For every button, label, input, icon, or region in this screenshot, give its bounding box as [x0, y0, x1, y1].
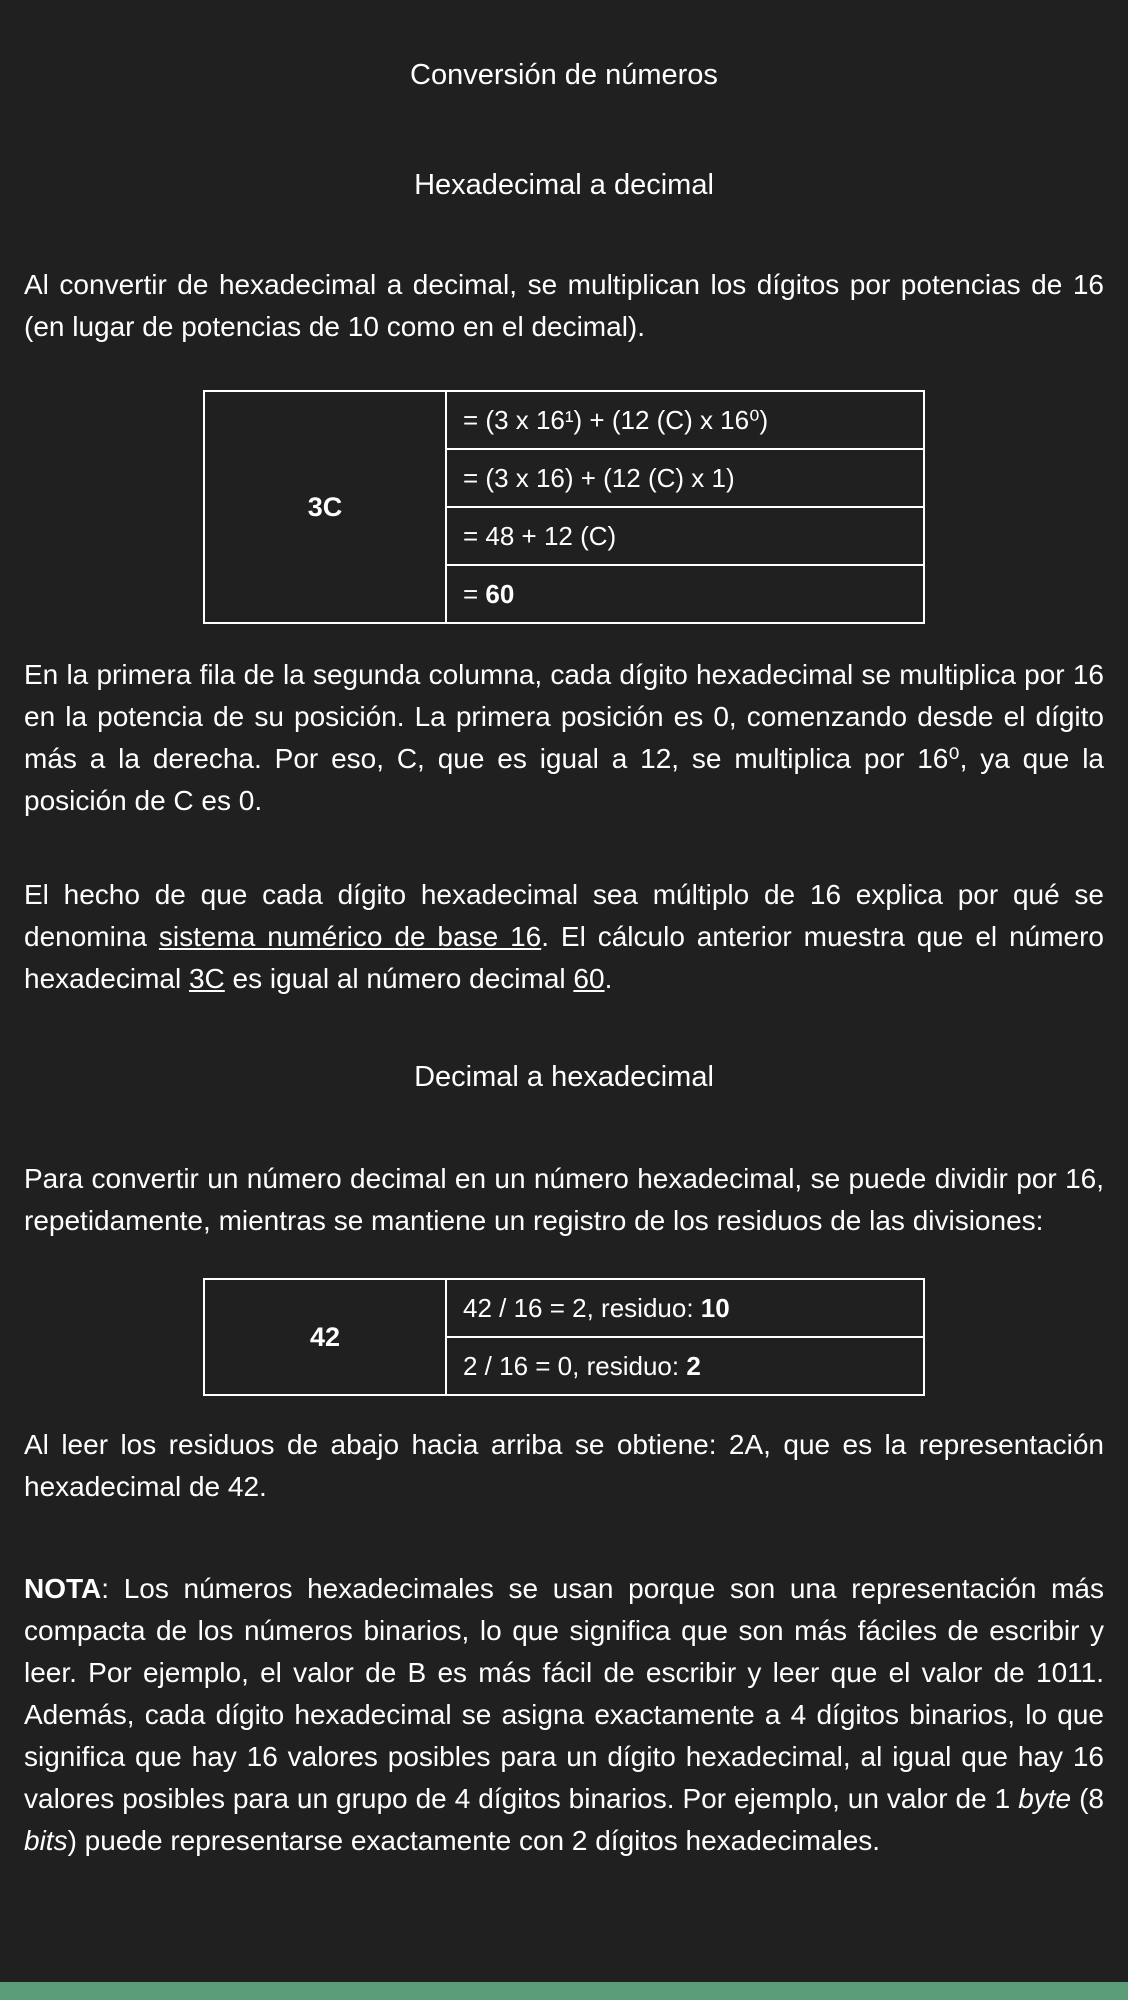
note-italic-byte: byte: [1018, 1783, 1072, 1814]
bottom-accent-bar: [0, 1982, 1128, 2000]
base16-text-1: El hecho de que cada dígito hexadecimal sea múltiplo de 16 explica por qué se denomina: [24, 879, 1104, 952]
row-bold-text: 60: [485, 579, 515, 609]
base16-text-4: .: [604, 963, 613, 994]
base16-underline-system: sistema numérico de base 16: [158, 921, 542, 952]
page-title: Conversión de números: [410, 59, 718, 91]
table-row: [447, 450, 923, 508]
note-text-1: : Los números hexadecimales se usan porque son una representación más compacta de los números binarios, lo que significa que son más fáciles de escribir y leer. Por ejemplo, el valor de B es más fácil de escribir y leer que el valor de 1011. Además, cada dígito hexadecimal se asigna exactamente a 4 dígitos binarios, lo que significa que hay 16 valores posibles para un dígito hexadecimal, al igual que hay 16 valores posibles para un grupo de 4 dígitos binarios. Por ejemplo, un valor de 1: [24, 1573, 1104, 1814]
paragraph-note: [24, 1568, 1104, 1862]
row-text: = 48 + 12 (C): [463, 521, 617, 551]
base16-text-2: . El cálculo anterior muestra que el número hexadecimal: [24, 921, 1105, 994]
paragraph-result-2a: Al leer los residuos de abajo hacia arriba se obtiene: 2A, que es la representación hexadecimal de 42.: [24, 1429, 1104, 1502]
table-row: [447, 566, 923, 622]
base16-underline-60: 60: [573, 963, 605, 994]
paragraph-base16: [24, 874, 1104, 1000]
conversion-table-42: [203, 1278, 925, 1396]
base16-text-3: es igual al número decimal: [224, 963, 574, 994]
note-text-3: ) puede representarse exactamente con 2 dígitos hexadecimales.: [67, 1825, 881, 1856]
row-text: = (3 x 16) + (12 (C) x 1): [463, 463, 735, 493]
row-text: = (3 x 16¹) + (12 (C) x 16⁰): [463, 405, 769, 435]
row-text: 2 / 16 = 0, residuo:: [463, 1351, 687, 1381]
section-heading-hex-to-dec: Hexadecimal a decimal: [414, 169, 714, 201]
table-row: [447, 1280, 923, 1338]
row-bold-text: 2: [686, 1351, 701, 1381]
row-text: 42 / 16 = 2, residuo:: [463, 1293, 701, 1323]
table-rows-42: [447, 1280, 923, 1394]
paragraph-hex-intro: Al convertir de hexadecimal a decimal, se multiplican los dígitos por potencias de 16 (en lugar de potencias de 10 como en el decimal).: [24, 269, 1104, 342]
note-label: NOTA: [24, 1573, 102, 1604]
note-text-2: (8: [1071, 1783, 1104, 1814]
paragraph-position-explanation: En la primera fila de la segunda columna, cada dígito hexadecimal se multiplica por 16 en la potencia de su posición. La primera posición es 0, comenzando desde el dígito más a la derecha. Por eso, C, que es igual a 12, se multiplica por 16⁰, ya que la posición de C es 0.: [24, 659, 1104, 816]
row-text: =: [463, 579, 486, 609]
table-rows-3c: [447, 392, 923, 622]
section-heading-dec-to-hex: Decimal a hexadecimal: [414, 1061, 714, 1093]
table-row: [447, 392, 923, 450]
row-bold-text: 10: [700, 1293, 730, 1323]
base16-underline-3c: 3C: [188, 963, 225, 994]
table-label-3c: 3C: [205, 392, 447, 622]
table-row: [447, 508, 923, 566]
note-italic-bits: bits: [24, 1825, 68, 1856]
table-row: [447, 1338, 923, 1394]
conversion-table-3c: [203, 390, 925, 624]
table-label-42: 42: [205, 1280, 447, 1394]
paragraph-dec-intro: Para convertir un número decimal en un número hexadecimal, se puede dividir por 16, repetidamente, mientras se mantiene un registro de los residuos de las divisiones:: [24, 1163, 1104, 1236]
